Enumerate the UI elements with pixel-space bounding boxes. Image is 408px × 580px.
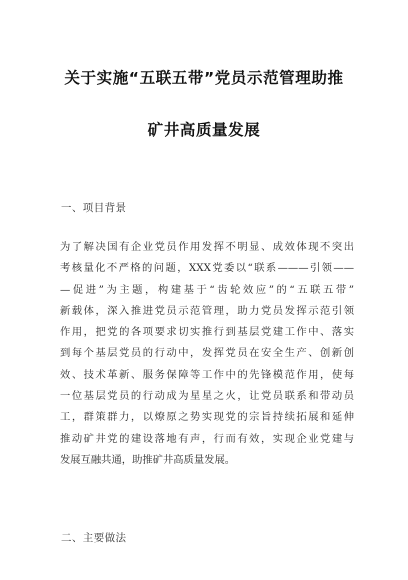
paragraph-line: 新载体，深入推进党员示范管理，助力党员发挥示范引领 <box>60 304 354 317</box>
paragraph-line: 到每个基层党员的行动中，发挥党员在安全生产、创新创 <box>60 347 354 360</box>
document-title-line-1: 关于实施“五联五带”党员示范管理助推 <box>64 69 344 87</box>
paragraph-line: 发展互融共通，助推矿井高质量发展。 <box>60 453 236 466</box>
section-body-paragraph <box>60 237 354 471</box>
document-title-line-2: 矿井高质量发展 <box>147 121 261 139</box>
section-heading-main-practices: 二、主要做法 <box>61 532 127 544</box>
paragraph-line: 考核量化不严格的问题，XXX党委以“联系———引领—— <box>60 262 354 275</box>
paragraph-line: 推动矿井党的建设落地有声，行而有效，实现企业党建与 <box>60 432 354 445</box>
paragraph-line: 工，群策群力，以燎原之势实现党的宗旨持续拓展和延伸 <box>60 411 354 424</box>
paragraph-line: 效、技术革新、服务保障等工作中的先锋模范作用，使每 <box>60 368 354 381</box>
paragraph-line: 一位基层党员的行动成为星星之火，让党员联系和带动员 <box>60 390 354 403</box>
paragraph-line: 作用，把党的各项要求切实推行到基层党建工作中、落实 <box>60 326 354 339</box>
paragraph-line: —促进”为主题，构建基于“齿轮效应”的“五联五带” <box>60 283 354 296</box>
section-heading-background: 一、项目背景 <box>61 202 127 214</box>
paragraph-line: 为了解决国有企业党员作用发挥不明显、成效体现不突出 <box>60 241 354 253</box>
